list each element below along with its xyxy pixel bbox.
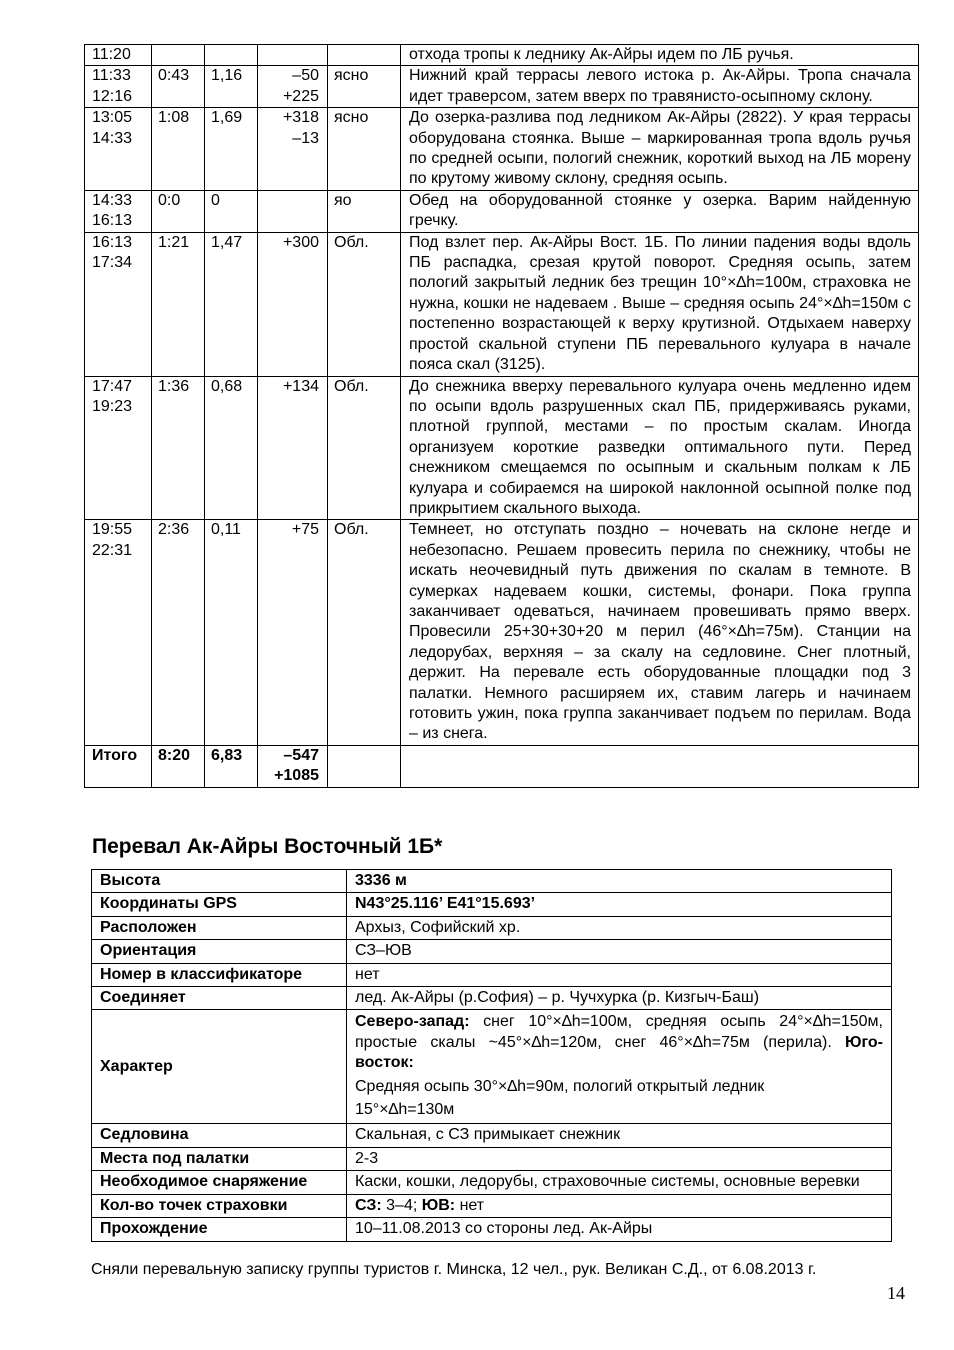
height-row: [92, 870, 892, 893]
log-total-duration: 8:20: [152, 745, 205, 787]
log-time-line: 11:20: [92, 46, 131, 63]
log-row: [85, 376, 919, 520]
log-weather: яо: [328, 190, 401, 232]
character-se-title: Юго-восток:: [355, 1033, 883, 1072]
log-distance: 1,47: [205, 232, 258, 376]
log-duration: 1:08: [152, 108, 205, 191]
passing-row: [92, 1218, 892, 1241]
log-elevation-line: +300: [282, 233, 319, 251]
log-time-line: 11:33: [92, 67, 131, 85]
gear-value: Каски, кошки, ледорубы, страховочные системы, основные веревки: [347, 1171, 892, 1194]
log-time: [85, 376, 152, 520]
character-se-line-1: Средняя осыпь 30°×∆h=90м, пологий открытый ледник: [355, 1077, 765, 1095]
log-row: [85, 66, 919, 108]
gps-value: N43°25.116’ E41°15.693’: [347, 893, 892, 916]
log-row: [85, 520, 919, 745]
log-time-line: 14:33: [92, 129, 133, 147]
character-label: Характер: [92, 1010, 347, 1124]
log-time: [85, 190, 152, 232]
saddle-row: [92, 1124, 892, 1147]
orientation-row: [92, 940, 892, 963]
character-nw-text: снег 10°×∆h=100м, средняя осыпь 24°×∆h=150м, простые скалы ~45°×∆h=120м, снег 46°×∆h=75м (перила).: [355, 1013, 883, 1051]
log-elevation-line: –13: [292, 129, 319, 147]
log-row: [85, 108, 919, 191]
log-total-elevation-line: +1085: [274, 767, 319, 785]
log-total-elevation-line: –547: [283, 746, 319, 764]
log-time-line: 16:13: [92, 233, 133, 251]
log-time: [85, 520, 152, 745]
log-distance: 0: [205, 190, 258, 232]
log-elevation: [258, 66, 328, 108]
log-row: [85, 45, 919, 66]
log-elevation: [258, 520, 328, 745]
gear-row: [92, 1171, 892, 1194]
log-time: [85, 45, 152, 66]
gear-label: Необходимое снаряжение: [92, 1171, 347, 1194]
connects-value: лед. Ак-Айры (р.София) – р. Чучхурка (р. Кизгыч-Баш): [347, 987, 892, 1010]
log-weather: ясно: [328, 108, 401, 191]
log-duration: 2:36: [152, 520, 205, 745]
location-row: [92, 916, 892, 939]
log-total-elevation: [258, 745, 328, 787]
log-distance: [205, 45, 258, 66]
saddle-value: Скальная, с СЗ примыкает снежник: [347, 1124, 892, 1147]
belay-value: [347, 1194, 892, 1217]
gps-row: [92, 893, 892, 916]
log-duration: [152, 45, 205, 66]
log-weather: [328, 45, 401, 66]
log-description: Под взлет пер. Ак-Айры Вост. 1Б. По линии падения воды вдоль ПБ распадка, срезая крутой поворот. Средняя осыпь, затем пологий закрытый ледник без трещин 10°×∆h=100м, страховка не нужна, кошки не надеваем . Выше – средняя осыпь 24°×∆h=150м с постепенно возрастающей к верху крутизной. Отдыхаем наверху простой скальной ступени ПБ перевального кулуара в начале пояса скал (3125).: [401, 232, 919, 376]
log-time-line: 19:55: [92, 521, 133, 539]
log-distance: 0,11: [205, 520, 258, 745]
log-description: До озерка-разлива под ледником Ак-Айры (2822). У края террасы оборудована стоянка. Выше – маркированная тропа вдоль ручья по средней осыпи, пологий снежник, короткий выход на ЛБ морену по крутому живому склону, средняя осыпь.: [401, 108, 919, 191]
log-distance: 1,16: [205, 66, 258, 108]
orientation-label: Ориентация: [92, 940, 347, 963]
tents-value: 2-3: [347, 1147, 892, 1170]
pass-title: Перевал Ак-Айры Восточный 1Б*: [92, 835, 443, 858]
log-distance: 1,69: [205, 108, 258, 191]
log-description: До снежника вверху перевального кулуара очень медленно идем по осыпи вдоль разрушенных скал ПБ, придерживаясь руками, плотной группой, местами – по простым скалам. Иногда организуем короткие разведки оптимального пути. Перед снежником смещаемся по осыпным и скальным полкам к ЛБ кулуара и собираемся на широкой наклонной осыпной полке под прикрытием скального выхода.: [401, 376, 919, 520]
orientation-value: СЗ–ЮВ: [347, 940, 892, 963]
saddle-label: Седловина: [92, 1124, 347, 1147]
gps-label: Координаты GPS: [92, 893, 347, 916]
log-time: [85, 66, 152, 108]
log-elevation: [258, 376, 328, 520]
belay-nw-value: 3–4;: [381, 1196, 422, 1214]
log-elevation: [258, 232, 328, 376]
log-weather: Обл.: [328, 232, 401, 376]
passing-value: 10–11.08.2013 со стороны лед. Ак-Айры: [347, 1218, 892, 1241]
route-log-body: [85, 45, 919, 788]
tents-label: Места под палатки: [92, 1147, 347, 1170]
classifier-row: [92, 963, 892, 986]
log-total-row: [85, 745, 919, 787]
log-description: Обед на оборудованной стоянке у озерка. Варим найденную гречку.: [401, 190, 919, 232]
height-label: Высота: [92, 870, 347, 893]
belay-label: Кол-во точек страховки: [92, 1194, 347, 1217]
log-duration: 1:36: [152, 376, 205, 520]
pass-note: Сняли перевальную записку группы туристов г. Минска, 12 чел., рук. Великан С.Д., от 6.08.2013 г.: [91, 1261, 817, 1278]
log-total-weather: [328, 745, 401, 787]
log-time-line: 22:31: [92, 541, 133, 559]
log-time: [85, 232, 152, 376]
log-time-line: 17:34: [92, 254, 133, 272]
log-elevation-line: +75: [291, 521, 319, 539]
classifier-value: нет: [347, 963, 892, 986]
classifier-label: Номер в классификаторе: [92, 963, 347, 986]
belay-row: [92, 1194, 892, 1217]
location-label: Расположен: [92, 916, 347, 939]
height-value: 3336 м: [347, 870, 892, 893]
belay-se-value: нет: [455, 1196, 485, 1214]
log-elevation: [258, 108, 328, 191]
page-number: 14: [887, 1283, 905, 1303]
connects-label: Соединяет: [92, 987, 347, 1010]
character-value: [347, 1010, 892, 1124]
log-elevation-line: +225: [282, 87, 319, 105]
character-row: [92, 1010, 892, 1124]
log-time-line: 14:33: [92, 191, 133, 209]
log-total-distance: 6,83: [205, 745, 258, 787]
log-duration: 1:21: [152, 232, 205, 376]
log-elevation-line: +318: [282, 109, 319, 127]
log-time-line: 13:05: [92, 109, 133, 127]
log-time-line: 17:47: [92, 377, 133, 395]
tents-row: [92, 1147, 892, 1170]
log-distance: 0,68: [205, 376, 258, 520]
character-nw-title: Северо-запад:: [355, 1013, 470, 1031]
log-weather: Обл.: [328, 520, 401, 745]
route-log-table: [84, 44, 919, 788]
log-total-label: Итого: [85, 745, 152, 787]
log-description: Нижний край террасы левого истока р. Ак-Айры. Тропа сначала идет траверсом, затем вверх по травянисто-осыпному склону.: [401, 66, 919, 108]
log-elevation-line: –50: [292, 67, 319, 85]
log-time: [85, 108, 152, 191]
log-duration: 0:43: [152, 66, 205, 108]
character-se-line-2: 15°×∆h=130м: [355, 1101, 455, 1119]
belay-nw-title: СЗ:: [355, 1196, 382, 1214]
log-elevation: [258, 190, 328, 232]
log-description: отхода тропы к леднику Ак-Айры идем по ЛБ ручья.: [401, 45, 919, 66]
log-row: [85, 232, 919, 376]
log-row: [85, 190, 919, 232]
log-description: Темнеет, но отступать поздно – ночевать на склоне негде и небезопасно. Решаем провесить перила по снежнику, чтобы не искать неочевидный путь движения по скалам в темноте. В сумерках надеваем кошки, системы, фонари. Пока группа заканчивает одеваться, начинаем провешивать прямо вверх. Провесили 25+30+30+20 м перил (46°×∆h=75м). Станции на ледорубах, верхняя – за скалу на седловине. Снег плотный, держит. На перевале есть оборудованные площадки под 3 палатки. Немного расширяем их, ставим лагерь и начинаем готовить ужин, пока группа заканчивает подъем по перилам. Вода – из снега.: [401, 520, 919, 745]
log-total-description: [401, 745, 919, 787]
passing-label: Прохождение: [92, 1218, 347, 1241]
belay-se-title: ЮВ:: [421, 1196, 456, 1214]
log-time-line: 19:23: [92, 397, 133, 415]
log-duration: 0:0: [152, 190, 205, 232]
log-weather: ясно: [328, 66, 401, 108]
log-time-line: 12:16: [92, 87, 133, 105]
pass-passport-table: [91, 869, 892, 1242]
log-time-line: 16:13: [92, 212, 133, 230]
log-elevation: [258, 45, 328, 66]
log-elevation-line: +134: [282, 377, 319, 395]
log-weather: Обл.: [328, 376, 401, 520]
connects-row: [92, 987, 892, 1010]
character-nw: [355, 1013, 883, 1071]
location-value: Архыз, Софийский хр.: [347, 916, 892, 939]
